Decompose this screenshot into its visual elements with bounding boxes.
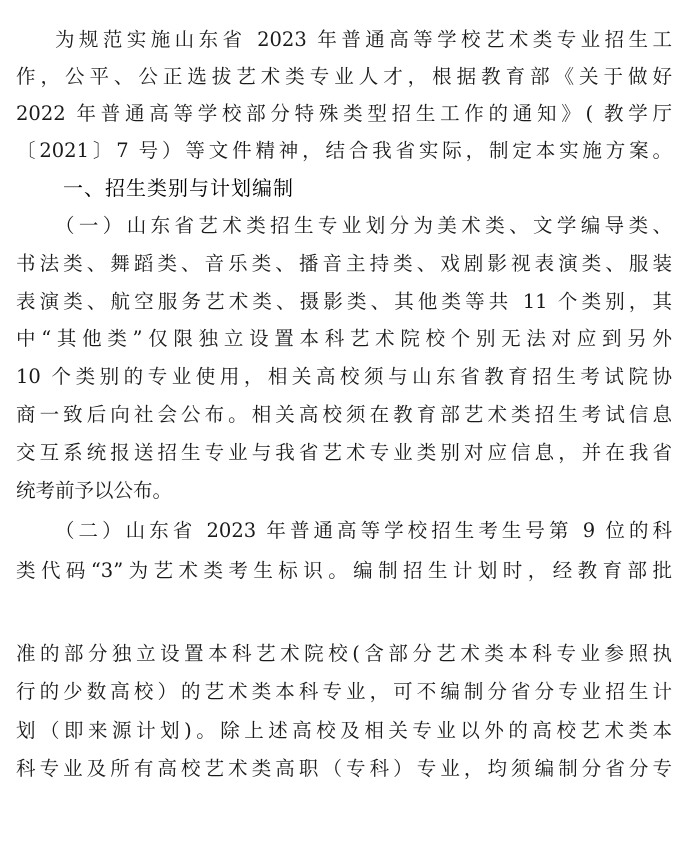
paragraph-intro-line-1: 为规范实施山东省 2023 年普通高等学校艺术类专业招生工 — [55, 28, 672, 51]
paragraph-1-line-4: 中“其他类”仅限独立设置本科艺术院校个别无法对应到另外 — [16, 327, 672, 350]
paragraph-2-line-4: 行的少数高校）的艺术类本科专业，可不编制分省分专业招生计 — [16, 680, 672, 703]
paragraph-1-line-1: （一）山东省艺术类招生专业划分为美术类、文学编导类、 — [55, 214, 672, 237]
paragraph-2-line-5: 划（即来源计划)。除上述高校及相关专业以外的高校艺术类本 — [16, 719, 672, 742]
paragraph-1-line-8: 统考前予以公布。 — [16, 479, 173, 502]
paragraph-intro-line-3: 2022 年普通高等学校部分特殊类型招生工作的通知》( 教学厅 — [16, 102, 672, 125]
paragraph-1-line-6: 商一致后向社会公布。相关高校须在教育部艺术类招生考试信息 — [16, 403, 672, 426]
paragraph-intro-line-4: 〔2021〕7 号）等文件精神，结合我省实际，制定本实施方案。 — [16, 139, 672, 162]
paragraph-2-line-3: 准的部分独立设置本科艺术院校(含部分艺术类本科专业参照执 — [16, 642, 672, 665]
paragraph-1-line-3: 表演类、航空服务艺术类、摄影类、其他类等共 11 个类别，其 — [16, 290, 672, 313]
section-heading: 一、招生类别与计划编制 — [63, 176, 294, 200]
paragraph-1-line-5: 10 个类别的专业使用，相关高校须与山东省教育招生考试院协 — [16, 365, 672, 388]
paragraph-2-line-6: 科专业及所有高校艺术类高职（专科）专业，均须编制分省分专 — [16, 757, 672, 780]
paragraph-2-line-2: 类代码“3”为艺术类考生标识。编制招生计划时，经教育部批 — [16, 559, 672, 582]
paragraph-1-line-2: 书法类、舞蹈类、音乐类、播音主持类、戏剧影视表演类、服装 — [16, 252, 672, 275]
paragraph-1-line-7: 交互系统报送招生专业与我省艺术专业类别对应信息，并在我省 — [16, 441, 672, 464]
paragraph-2-line-1: （二）山东省 2023 年普通高等学校招生考生号第 9 位的科 — [55, 519, 672, 542]
paragraph-intro-line-2: 作，公平、公正选拔艺术类专业人才，根据教育部《关于做好 — [16, 65, 672, 88]
